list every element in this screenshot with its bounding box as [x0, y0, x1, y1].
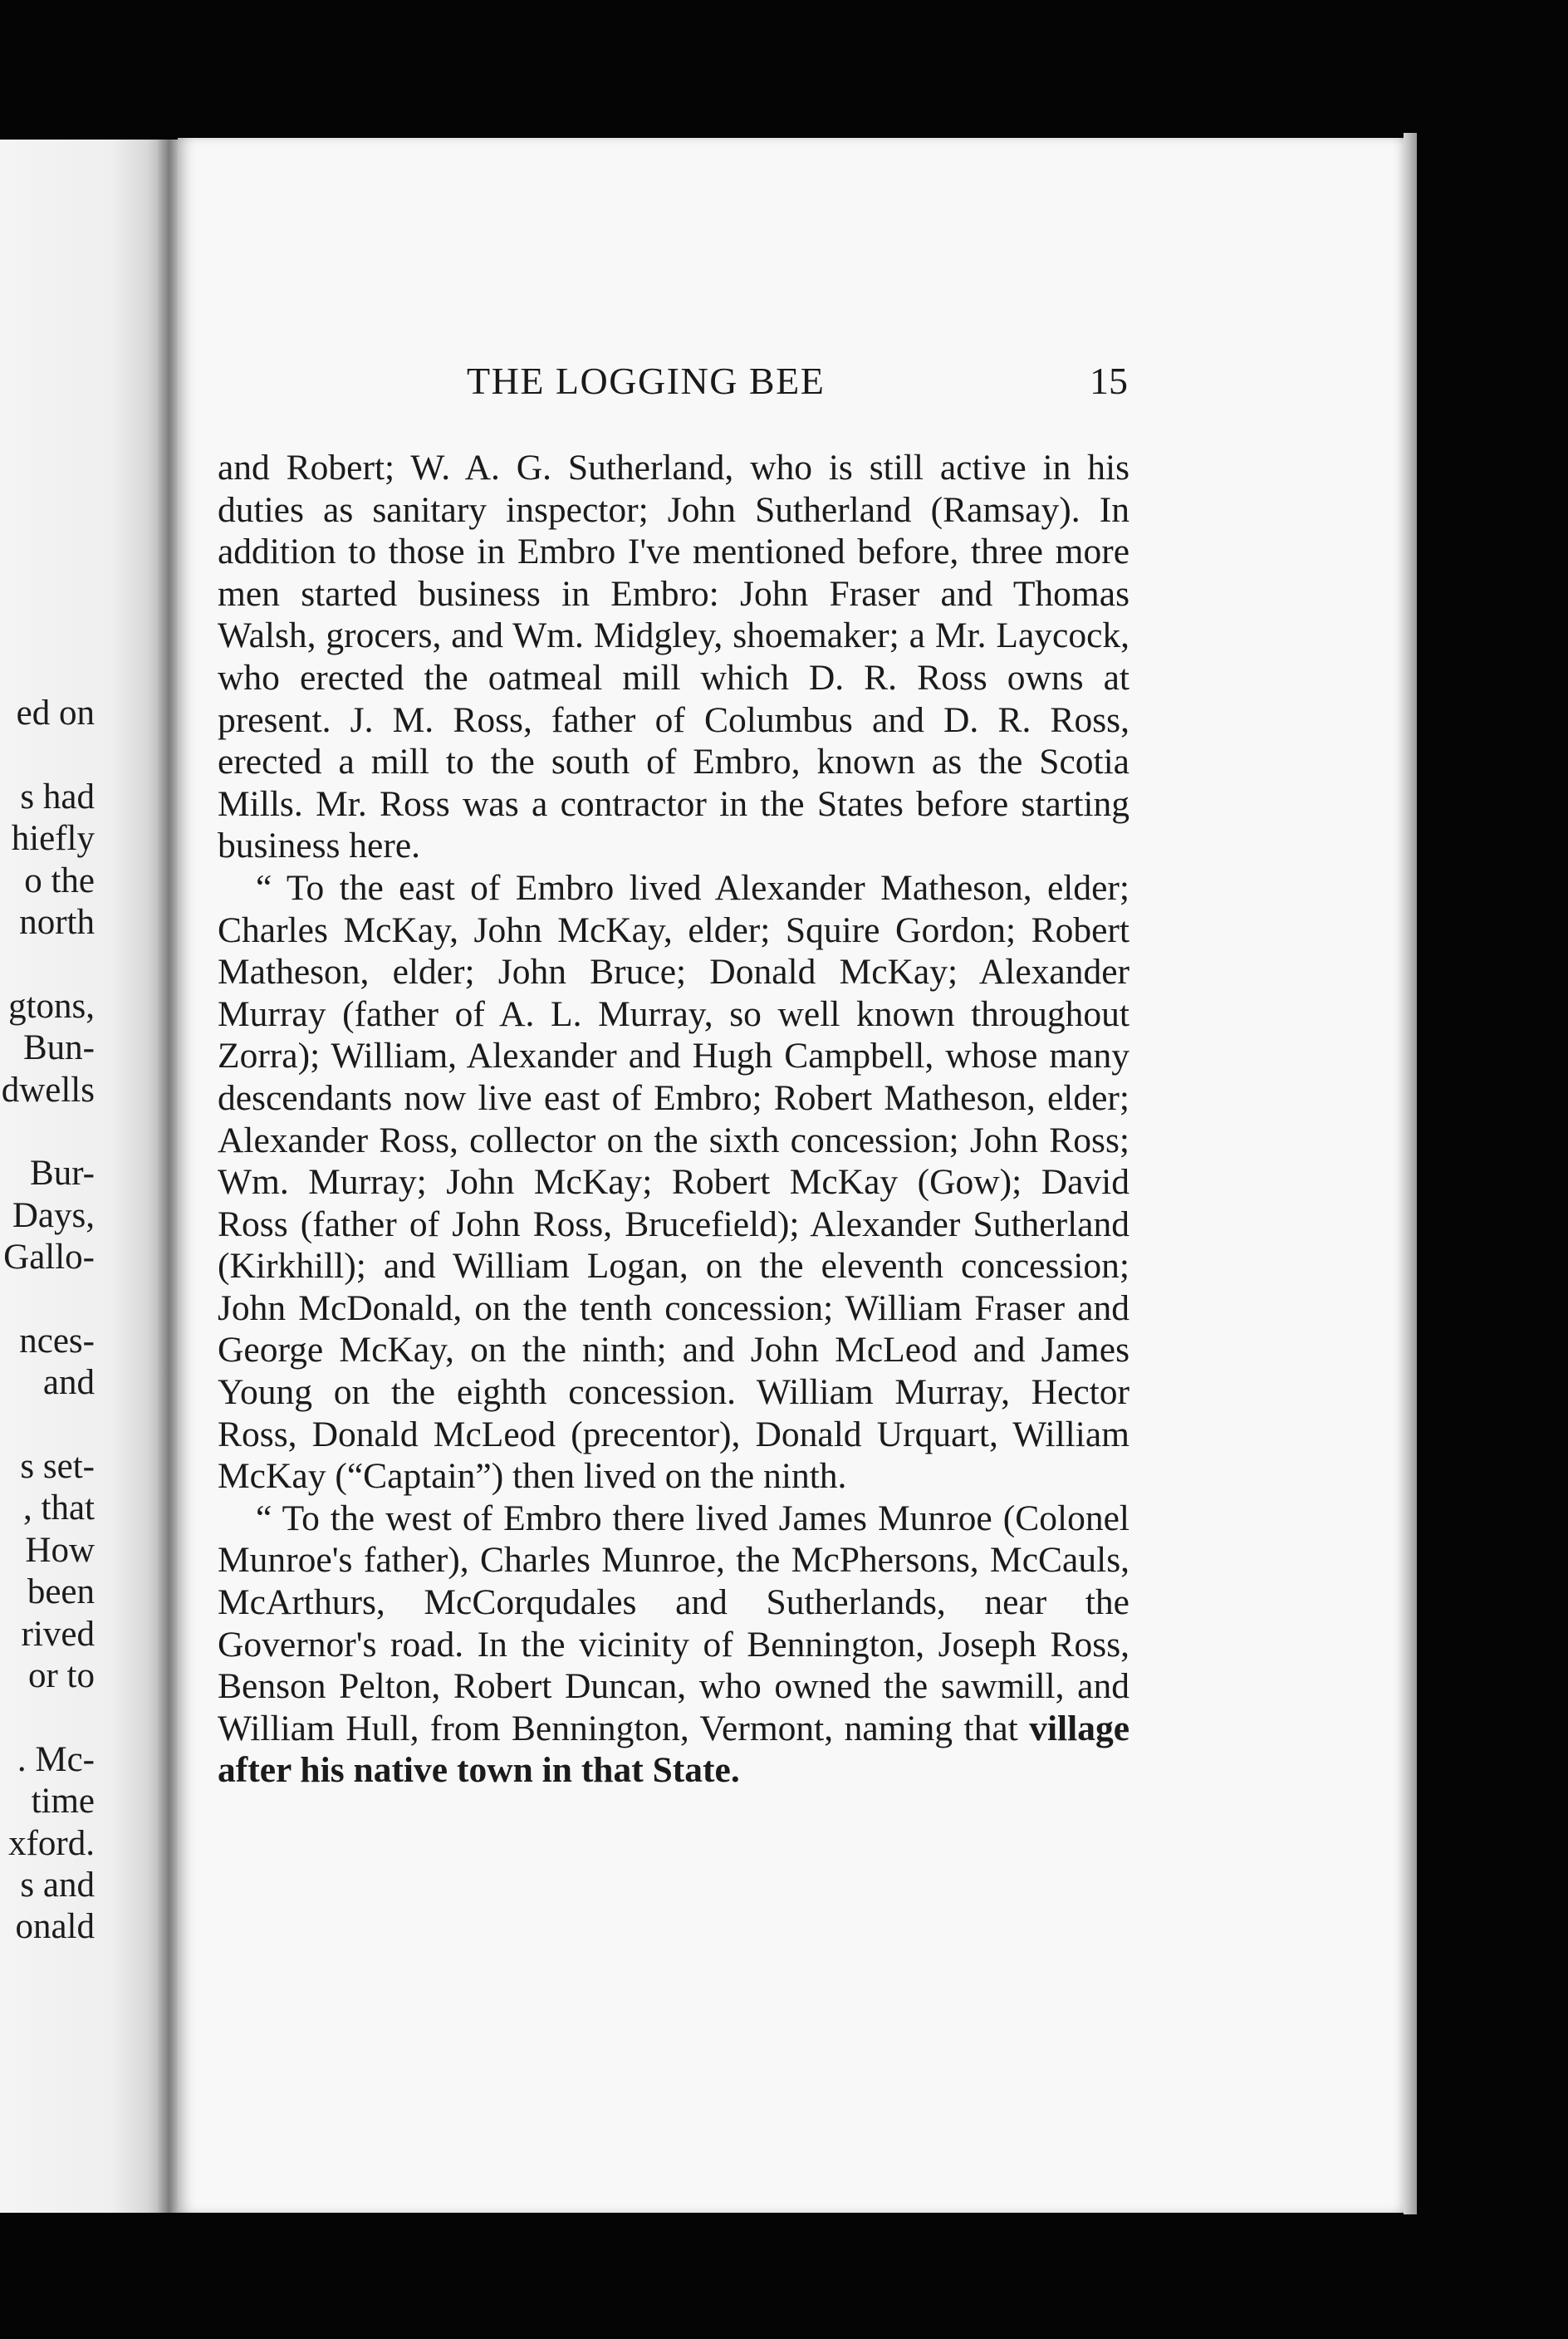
body-text: [218, 447, 1129, 1792]
fragment-line: s and: [20, 1865, 95, 1905]
fragment-line: Bur-: [30, 1154, 95, 1194]
fragment-line: nces-: [19, 1321, 95, 1361]
fragment-line: Days,: [12, 1195, 95, 1235]
facing-page-text: [0, 693, 95, 1949]
fragment-line: gtons,: [8, 986, 95, 1026]
fragment-line: Gallo-: [3, 1238, 95, 1277]
page-edge: [1404, 133, 1417, 2214]
paragraph-last-line: village after his native town in that State.: [218, 1708, 1130, 1791]
page-header: [447, 359, 1128, 409]
running-head: THE LOGGING BEE: [467, 360, 826, 402]
fragment-line: [0, 1278, 95, 1320]
fragment-line: onald: [15, 1907, 95, 1947]
fragment-line: . Mc-: [17, 1739, 95, 1779]
fragment-line: xford.: [8, 1823, 95, 1863]
fragment-line: hiefly: [11, 819, 95, 859]
fragment-line: [0, 1111, 95, 1153]
facing-page-fragment: [0, 140, 159, 2213]
fragment-line: , that: [23, 1488, 95, 1528]
fragment-line: [0, 734, 95, 776]
fragment-line: dwells: [1, 1070, 95, 1110]
fragment-line: s had: [20, 777, 95, 816]
fragment-line: [0, 1697, 95, 1738]
fragment-line: o the: [24, 861, 95, 900]
paragraph: [218, 1498, 1129, 1792]
fragment-line: or to: [27, 1655, 95, 1695]
paragraph: “ To the east of Embro lived Alexander Matheson, elder; Charles McKay, John McKay, elder; Squire Gordon; Robert Matheson, elder; John Bruce; Donald McKay; Alexander Murray (father of A. L. Murray, so well known throughout Zorra); William, Alexander and Hugh Campbell, whose many descendants now live east of Embro; Robert Matheson, elder; Alexander Ross, collector on the sixth concession; John Ross; Wm. Murray; John McKay; Robert McKay (Gow); David Ross (father of John Ross, Brucefield); Alexander Sutherland (Kirkhill); and William Logan, on the eleventh concession; John McDonald, on the tenth concession; William Fraser and George McKay, on the ninth; and John McLeod and James Young on the eighth concession. William Murray, Hector Ross, Donald McLeod (precentor), Donald Urquart, William McKay (“Captain”) then lived on the ninth.: [218, 867, 1129, 1497]
fragment-line: [0, 944, 95, 985]
fragment-line: rived: [21, 1614, 95, 1654]
fragment-line: [0, 1405, 95, 1446]
paragraph-text: “ To the west of Embro there lived James Munroe (Colonel Munroe's father), Charles Munroe, the McPhersons, McCauls, McArthurs, McCorqudales and Sutherlands, near the Governor's road. In the vicinity of Bennington, Joseph Ross, Benson Pelton, Robert Duncan, who owned the sawmill, and William Hull, from Bennington, Vermont, naming that: [218, 1498, 1129, 1748]
fragment-line: time: [31, 1782, 95, 1822]
fragment-line: Bun-: [23, 1028, 95, 1068]
fragment-line: How: [25, 1530, 95, 1570]
page-number: 15: [1090, 360, 1128, 402]
fragment-line: ed on: [16, 694, 95, 733]
fragment-line: north: [19, 902, 95, 942]
fragment-line: s set-: [20, 1447, 95, 1487]
fragment-line: been: [27, 1572, 95, 1612]
fragment-line: and: [42, 1363, 95, 1403]
paragraph: and Robert; W. A. G. Sutherland, who is still active in his duties as sanitary inspector; John Sutherland (Ramsay). In addition to those in Embro I've mentioned before, three more men started business in Embro: John Fraser and Thomas Walsh, grocers, and Wm. Midgley, shoemaker; a Mr. Laycock, who erected the oatmeal mill which D. R. Ross owns at present. J. M. Ross, father of Columbus and D. R. Ross, erected a mill to the south of Embro, known as the Scotia Mills. Mr. Ross was a contractor in the States before starting business here.: [218, 448, 1129, 866]
